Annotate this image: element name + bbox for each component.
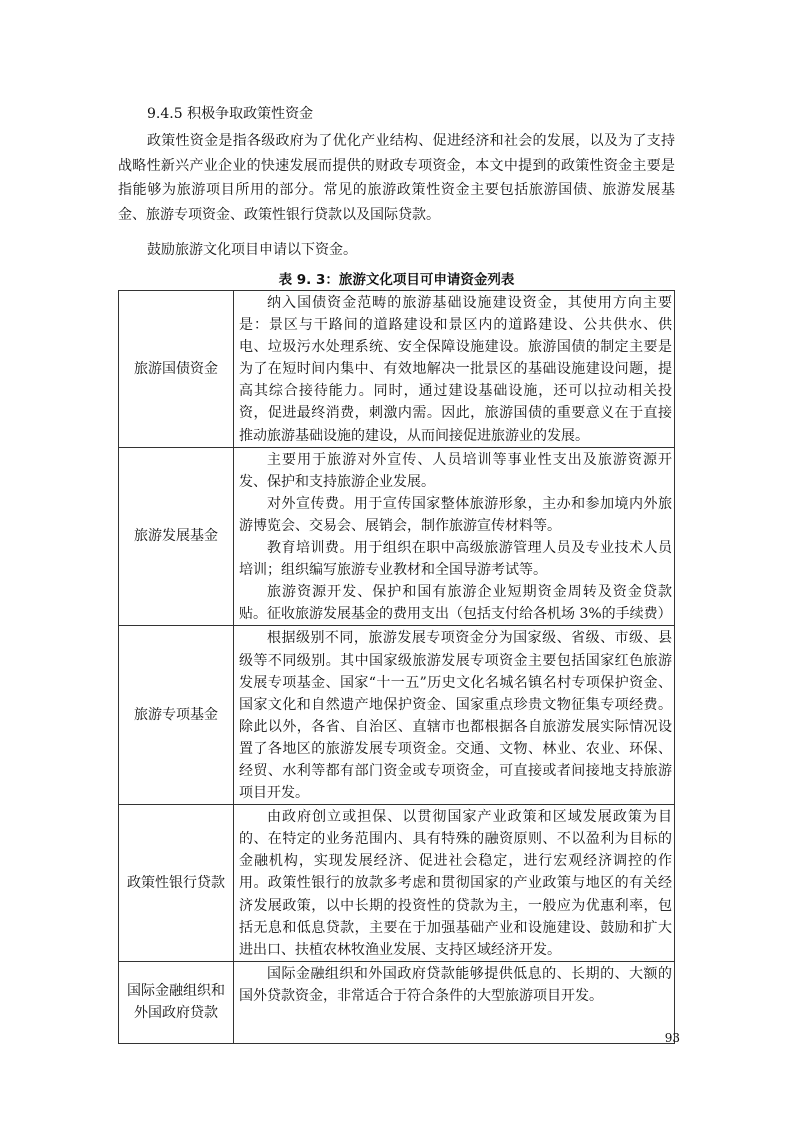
section-heading: 9.4.5 积极争取政策性资金: [147, 106, 314, 122]
table-row: [119, 961, 675, 1043]
fund-description: 国际金融组织和外国政府贷款能够提供低息的、长期的、大额的国外贷款资金，非常适合于符合条件的大型旅游项目开发。: [239, 965, 672, 1004]
fund-name-cell: [119, 961, 234, 1043]
fund-description-cell: [234, 626, 675, 805]
fund-name: 政策性银行贷款: [127, 874, 225, 891]
fund-description: 对外宣传费。用于宣传国家整体旅游形象，主办和参加境内外旅游博览会、交易会、展销会，制作旅游宣传材料等。: [239, 495, 672, 534]
fund-description-cell: [234, 291, 675, 448]
fund-name: 旅游国债资金: [134, 360, 218, 377]
fund-description-cell: [234, 805, 675, 962]
fund-name-cell: [119, 447, 234, 626]
page-number: 93: [664, 1031, 680, 1045]
fund-name-cell: [119, 626, 234, 805]
fund-description-cell: [234, 961, 675, 1043]
table-row: [119, 626, 675, 805]
table-row: [119, 805, 675, 962]
table-row: [119, 447, 675, 626]
intro-paragraph: 政策性资金是指各级政府为了优化产业结构、促进经济和社会的发展，以及为了支持战略性新兴产业企业的快速发展而提供的财政专项资金，本文中提到的政策性资金主要是指能够为旅游项目所用的部分。常见的旅游政策性资金主要包括旅游国债、旅游发展基金、旅游专项资金、政策性银行贷款以及国际贷款。: [118, 133, 675, 223]
fund-description: 教育培训费。用于组织在职中高级旅游管理人员及专业技术人员培训；组织编写旅游专业教材和全国导游考试等。: [239, 540, 672, 579]
table-caption: 表 9. 3：旅游文化项目可申请资金列表: [278, 272, 515, 288]
funds-table: [118, 290, 675, 1044]
fund-name-cell: [119, 805, 234, 962]
encourage-paragraph: 鼓励旅游文化项目申请以下资金。: [147, 242, 357, 258]
fund-description-cell: [234, 447, 675, 626]
fund-name: 旅游发展基金: [134, 528, 218, 545]
fund-name-cell: [119, 291, 234, 448]
fund-description: 根据级别不同，旅游发展专项资金分为国家级、省级、市级、县级等不同级别。其中国家级旅游发展专项资金主要包括国家红色旅游发展专项基金、国家“十一五”历史文化名城名镇名村专项保护资金、国家文化和自然遗产地保护资金、国家重点珍贵文物征集专项经费。除此以外，各省、自治区、直辖市也都根据各自旅游发展实际情况设置了各地区的旅游发展专项资金。交通、文物、林业、农业、环保、经贸、水利等都有部门资金或专项资金，可直接或者间接地支持旅游项目开发。: [239, 630, 672, 802]
fund-name: 旅游专项基金: [134, 707, 218, 724]
fund-description: 由政府创立或担保、以贯彻国家产业政策和区域发展政策为目的、在特定的业务范围内、具有特殊的融资原则、不以盈利为目标的金融机构，实现发展经济、促进社会稳定，进行宏观经济调控的作用。政策性银行的放款多考虑和贯彻国家的产业政策与地区的有关经济发展政策，以中长期的投资性的贷款为主，一般应为优惠利率，包括无息和低息贷款，主要在于加强基础产业和设施建设、鼓励和扩大进出口、扶植农林牧渔业发展、支持区域经济开发。: [239, 809, 672, 958]
fund-description: 纳入国债资金范畴的旅游基础设施建设资金，其使用方向主要是：景区与干路间的道路建设和景区内的道路建设、公共供水、供电、垃圾污水处理系统、安全保障设施建设。旅游国债的制定主要是为了在短时间内集中、有效地解决一批景区的基础设施建设问题，提高其综合接待能力。同时，通过建设基础设施，还可以拉动相关投资，促进最终消费，刺激内需。因此，旅游国债的重要意义在于直接推动旅游基础设施的建设，从而间接促进旅游业的发展。: [239, 295, 672, 444]
fund-description: 主要用于旅游对外宣传、人员培训等事业性支出及旅游资源开发、保护和支持旅游企业发展。: [239, 451, 672, 490]
table-row: [119, 291, 675, 448]
fund-description: 旅游资源开发、保护和国有旅游企业短期资金周转及资金贷款贴。征收旅游发展基金的费用支出（包括支付给各机场 3%的手续费）: [239, 584, 672, 623]
fund-name: 国际金融组织和外国政府贷款: [127, 983, 225, 1022]
